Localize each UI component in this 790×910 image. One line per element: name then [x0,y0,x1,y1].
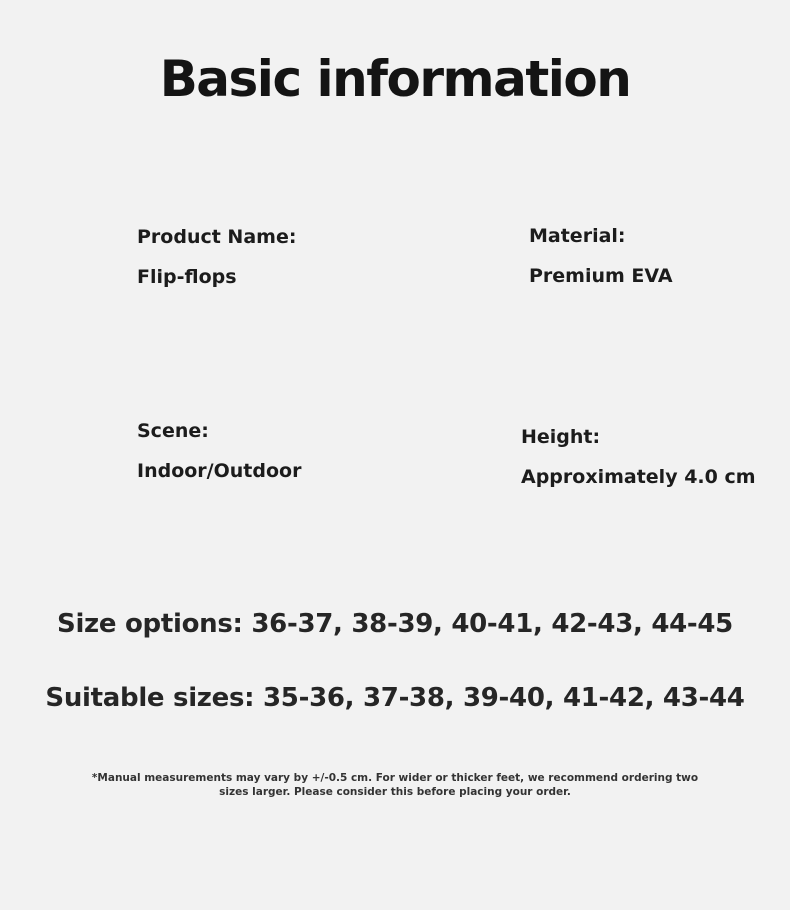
scene-value: Indoor/Outdoor [137,460,302,482]
scene-label: Scene: [137,420,209,442]
measurement-note: *Manual measurements may vary by +/-0.5 cm. For wider or thicker feet, we recommend ordering two sizes larger. Please consider this before placing your order. [91,772,699,798]
height-value: Approximately 4.0 cm [521,466,756,488]
product-name-label: Product Name: [137,226,297,248]
height-block [521,426,756,488]
size-options-text: Size options: 36-37, 38-39, 40-41, 42-43, 44-45 [57,609,733,639]
material-block [529,225,673,287]
height-label: Height: [521,426,601,448]
suitable-sizes-text: Suitable sizes: 35-36, 37-38, 39-40, 41-42, 43-44 [45,683,745,713]
material-value: Premium EVA [529,265,673,287]
product-name-block [137,226,296,288]
scene-block [137,420,301,482]
product-name-value: Flip-flops [137,266,237,288]
page-title: Basic information [159,50,631,108]
material-label: Material: [529,225,626,247]
